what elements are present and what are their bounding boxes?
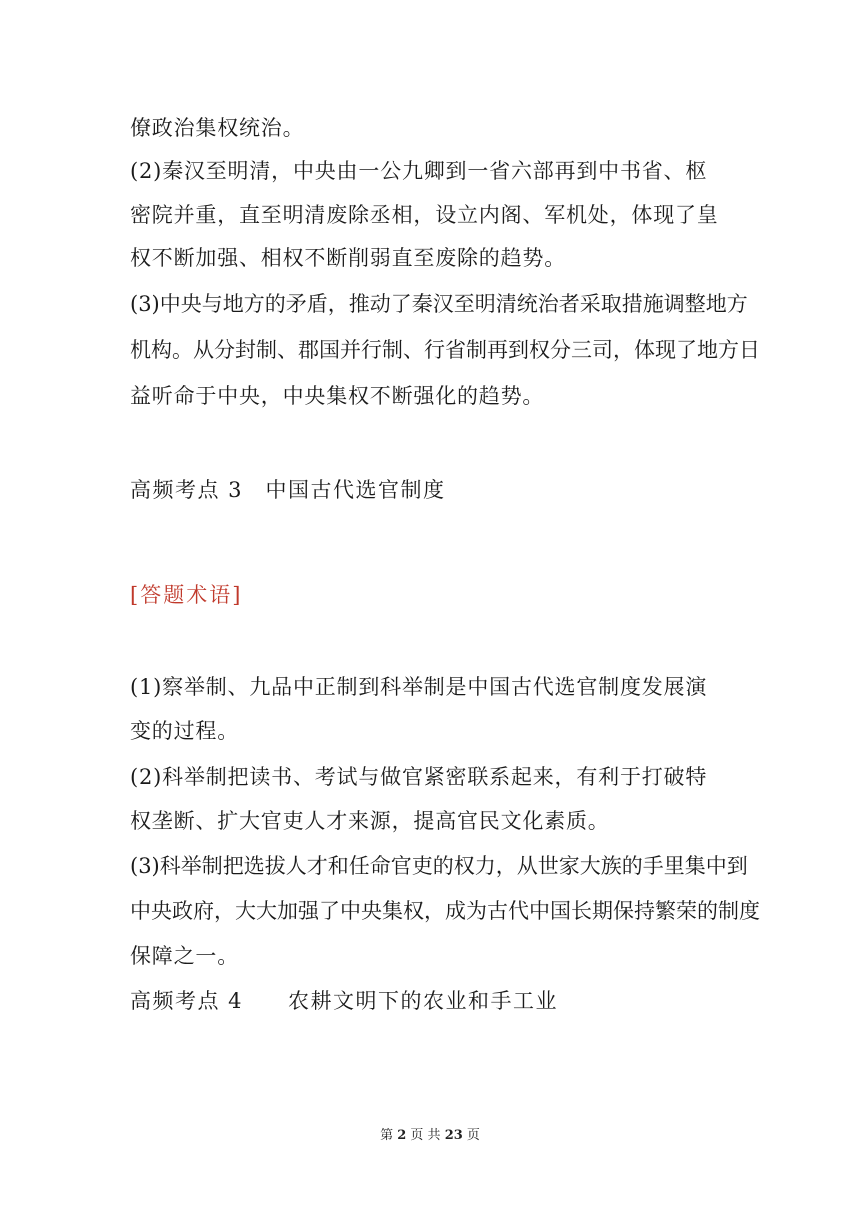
section-heading-3: 高频考点 3 中国古代选官制度 [130,478,446,502]
text-line: (2)秦汉至明清，中央由一公九卿到一省六部再到中书省、枢 [130,159,708,183]
footer-middle: 页 共 [410,1128,441,1143]
text-line: (3)科举制把选拔人才和任命官吏的权力，从世家大族的手里集中到 [130,854,748,878]
footer-prefix: 第 [380,1128,394,1143]
text-line: 变的过程。 [130,719,239,743]
text-line: (2)科举制把读书、考试与做官紧密联系起来，有利于打破特 [130,765,708,789]
footer-suffix: 页 [466,1128,480,1143]
text-line: (1)察举制、九品中正制到科举制是中国古代选官制度发展演 [130,675,708,699]
answer-terms-label: [答题术语] [130,583,243,607]
text-line: 机构。从分封制、郡国并行制、行省制再到权分三司，体现了地方日 [130,338,760,362]
text-line: 保障之一。 [130,944,239,968]
text-line: 权不断加强、相权不断削弱直至废除的趋势。 [130,246,566,270]
total-page-count: 23 [444,1128,463,1143]
text-line: 益听命于中央，中央集权不断强化的趋势。 [130,384,545,408]
text-line: 权垄断、扩大官吏人才来源，提高官民文化素质。 [130,809,610,833]
text-line: 僚政治集权统治。 [130,116,305,140]
text-line: 密院并重，直至明清废除丞相，设立内阁、军机处，体现了皇 [130,203,719,227]
text-line: 中央政府，大大加强了中央集权，成为古代中国长期保持繁荣的制度 [130,899,760,923]
page-footer [0,1128,860,1144]
text-line: (3)中央与地方的矛盾，推动了秦汉至明清统治者采取措施调整地方 [130,292,748,316]
section-heading-4: 高频考点 4 农耕文明下的农业和手工业 [130,989,559,1013]
current-page-number: 2 [397,1128,407,1143]
